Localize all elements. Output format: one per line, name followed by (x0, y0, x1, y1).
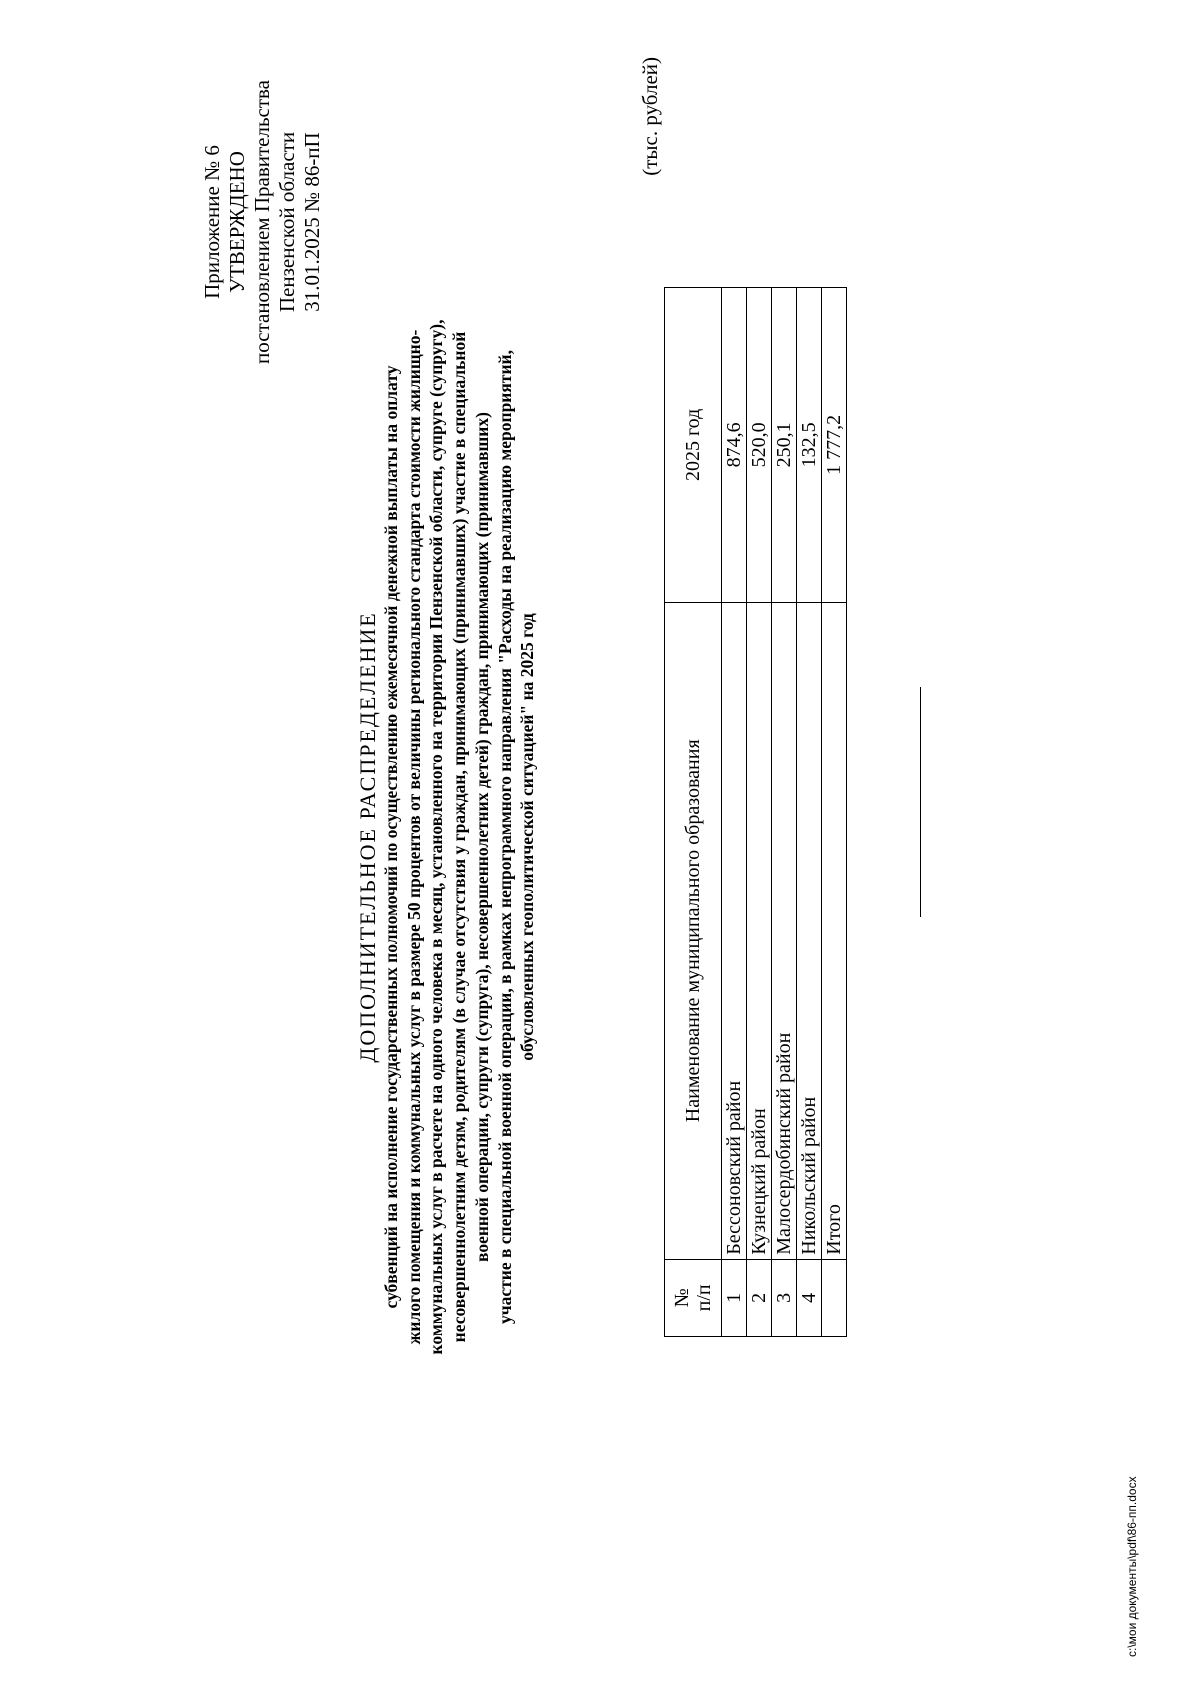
document-title: ДОПОЛНИТЕЛЬНОЕ РАСПРЕДЕЛЕНИЕ (355, 611, 380, 1063)
subtitle-line: участие в специальной военной операции, в рамках непрограммного направления "Расходы на реализацию мероприятий, (494, 350, 515, 1324)
row-amount: 520,0 (747, 288, 772, 603)
row-amount: 132,5 (797, 288, 822, 603)
separator-line (920, 687, 921, 917)
approval-line-region: Пензенской области (275, 131, 299, 313)
approval-line-date: 31.01.2025 № 86-пП (300, 132, 324, 312)
row-total-amount: 1 777,2 (822, 288, 847, 603)
row-number: 1 (722, 1259, 747, 1336)
approval-stamp (200, 57, 325, 387)
subtitle-line: несовершеннолетним детям, родителям (в случае отсутствия у граждан, принимающих (принимавших) участие в специальной (449, 331, 470, 1343)
subtitle-line: коммунальных услуг в расчете на одного человека в месяц, установленного на территории Пензенской области, супруге (супругу), (426, 319, 447, 1355)
header-municipality: Наименование муниципального образования (665, 602, 722, 1259)
subtitle-line: жилого помещения и коммунальных услуг в размере 50 процентов от величины регионального стандарта стоимости жилищно- (403, 329, 424, 1345)
row-municipality: Бессоновский район (722, 602, 747, 1259)
subtitle-line: военной операции, супруги (супруга), несовершеннолетних детей) граждан, принимающих (принимавших) (471, 412, 492, 1262)
header-number-abbr: п/п (693, 1284, 715, 1312)
appendix-number: Приложение № 6 (200, 145, 224, 299)
row-municipality: Малосердобинский район (772, 602, 797, 1259)
row-number: 4 (797, 1259, 822, 1336)
subtitle-line: обусловленных геополитической ситуацией" на 2025 год (517, 613, 538, 1061)
document-subtitle (380, 207, 539, 1467)
row-number (822, 1259, 847, 1336)
header-number-symbol: № (671, 1288, 693, 1308)
approved-label: УТВЕРЖДЕНО (225, 151, 249, 293)
row-amount: 250,1 (772, 288, 797, 603)
header-number (665, 1259, 722, 1336)
header-year: 2025 год (665, 288, 722, 603)
row-amount: 874,6 (722, 288, 747, 603)
row-number: 2 (747, 1259, 772, 1336)
table-total-row (822, 288, 847, 1337)
approval-line-resolution: постановлением Правительства (250, 80, 274, 365)
table-row (722, 288, 747, 1337)
row-municipality: Кузнецкий район (747, 602, 772, 1259)
row-number: 3 (772, 1259, 797, 1336)
row-total-label: Итого (822, 602, 847, 1259)
document-heading (355, 207, 539, 1467)
table-row (772, 288, 797, 1337)
table-header-row (665, 288, 722, 1337)
table-row (747, 288, 772, 1337)
file-path-footer: c:\мои документы\pdf\86-пп.docx (1125, 1476, 1139, 1657)
distribution-table (664, 287, 847, 1337)
row-municipality: Никольский район (797, 602, 822, 1259)
table-row (797, 288, 822, 1337)
subtitle-line: субвенций на исполнение государственных полномочий по осуществлению ежемесячной денежной выплаты на оплату (381, 365, 401, 1309)
units-label: (тыс. рублей) (638, 57, 662, 176)
